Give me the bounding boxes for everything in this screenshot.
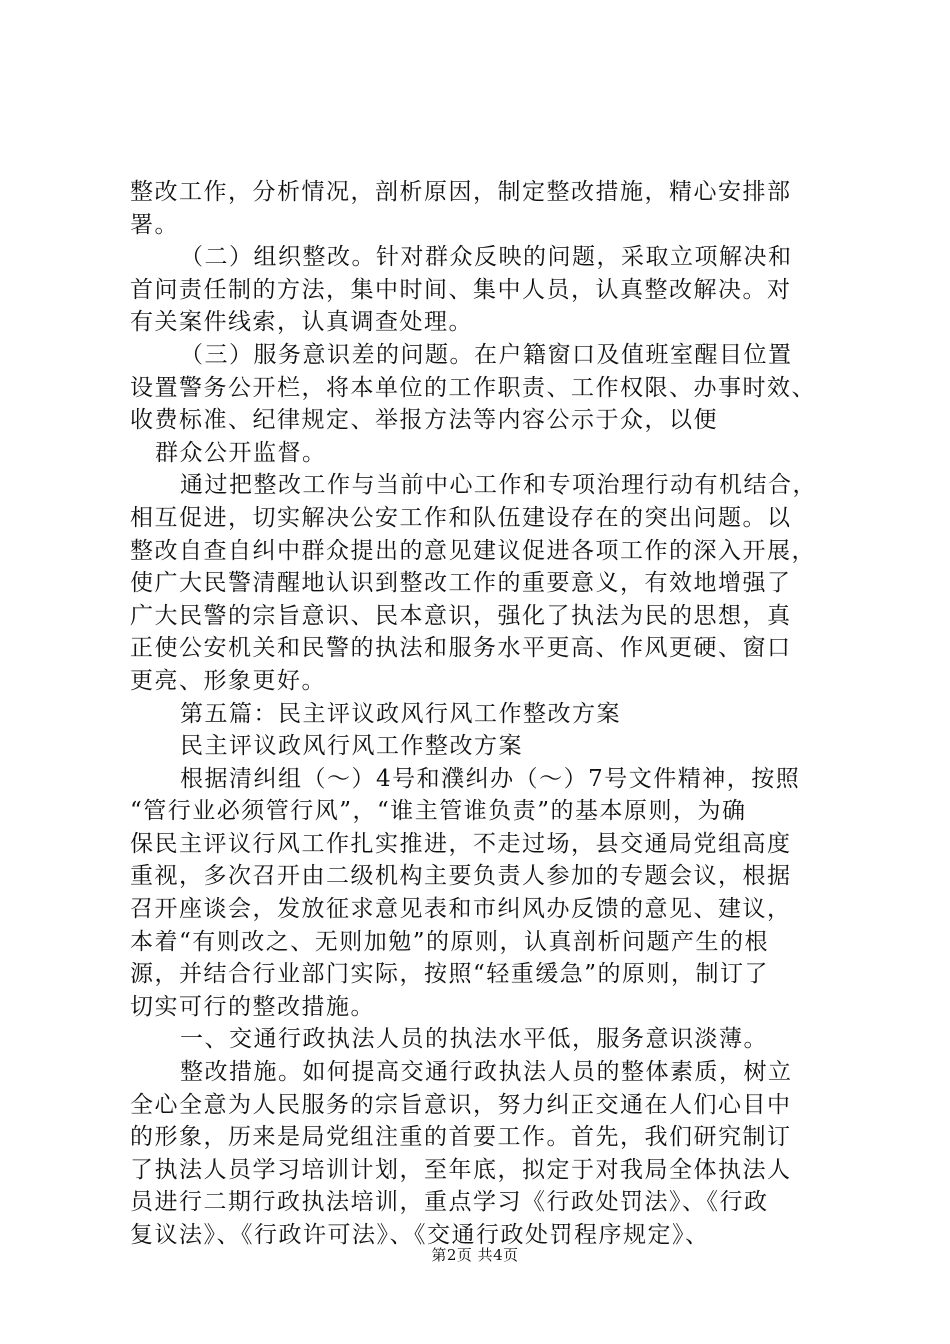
- text-line: 了执法人员学习培训计划，至年底，拟定于对我局全体执法人: [130, 1156, 792, 1183]
- text-line: 广大民警的宗旨意识、民本意识，强化了执法为民的思想，真: [130, 602, 792, 629]
- text-line: 一、交通行政执法人员的执法水平低，服务意识淡薄。: [180, 1026, 768, 1053]
- text-line: 通过把整改工作与当前中心工作和专项治理行动有机结合，: [180, 472, 817, 499]
- text-line: 员进行二期行政执法培训，重点学习《行政处罚法》、《行政: [130, 1189, 769, 1216]
- text-line: 群众公开监督。: [155, 439, 327, 466]
- text-line: 更亮、形象更好。: [130, 667, 326, 694]
- text-line: 使广大民警清醒地认识到整改工作的重要意义，有效地增强了: [130, 570, 792, 597]
- text-line: 相互促进，切实解决公安工作和队伍建设存在的突出问题。以: [130, 504, 792, 531]
- document-body: [130, 176, 850, 1252]
- text-line: 首问责任制的方法，集中时间、集中人员，认真整改解决。对: [130, 276, 792, 303]
- text-line: 复议法》、《行政许可法》、《交通行政处罚程序规定》、: [130, 1222, 710, 1248]
- text-line: 民主评议政风行风工作整改方案: [180, 733, 523, 760]
- text-line: （二）组织整改。针对群众反映的问题，采取立项解决和: [180, 244, 793, 271]
- text-line: 整改措施。如何提高交通行政执法人员的整体素质，树立: [180, 1059, 793, 1086]
- text-line: 切实可行的整改措施。: [130, 993, 375, 1020]
- text-line: 收费标准、纪律规定、举报方法等内容公示于众，以便: [130, 407, 718, 434]
- text-line: 有关案件线索，认真调查处理。: [130, 309, 473, 336]
- text-line: 本着“有则改之、无则加勉”的原则，认真剖析问题产生的根: [130, 928, 770, 955]
- text-line: 整改工作，分析情况，剖析原因，制定整改措施，精心安排部: [130, 179, 792, 205]
- text-line: 根据清纠组（～）4号和濮纠办（～）7号文件精神，按照: [180, 765, 801, 792]
- text-line: 全心全意为人民服务的宗旨意识，努力纠正交通在人们心目中: [130, 1091, 792, 1118]
- text-line: 署。: [130, 211, 179, 238]
- text-line: 保民主评议行风工作扎实推进，不走过场，县交通局党组高度: [130, 830, 792, 857]
- page-footer: 第2页 共4页: [431, 1246, 519, 1264]
- text-line: 重视，多次召开由二级机构主要负责人参加的专题会议，根据: [130, 863, 792, 890]
- text-line: 召开座谈会，发放征求意见表和市纠风办反馈的意见、建议，: [130, 896, 792, 923]
- text-line: 的形象，历来是局党组注重的首要工作。首先，我们研究制订: [130, 1124, 792, 1151]
- text-line: 源，并结合行业部门实际，按照“轻重缓急”的原则，制订了: [130, 961, 770, 988]
- text-line: （三）服务意识差的问题。在户籍窗口及值班室醒目位置: [180, 341, 793, 368]
- text-line: “管行业必须管行风”，“谁主管谁负责”的基本原则，为确: [130, 798, 747, 825]
- text-line: 整改自查自纠中群众提出的意见建议促进各项工作的深入开展，: [130, 537, 816, 564]
- text-line: 第五篇：民主评议政风行风工作整改方案: [180, 700, 621, 727]
- text-line: 设置警务公开栏，将本单位的工作职责、工作权限、办事时效、: [130, 374, 816, 401]
- text-line: 正使公安机关和民警的执法和服务水平更高、作风更硬、窗口: [130, 635, 792, 662]
